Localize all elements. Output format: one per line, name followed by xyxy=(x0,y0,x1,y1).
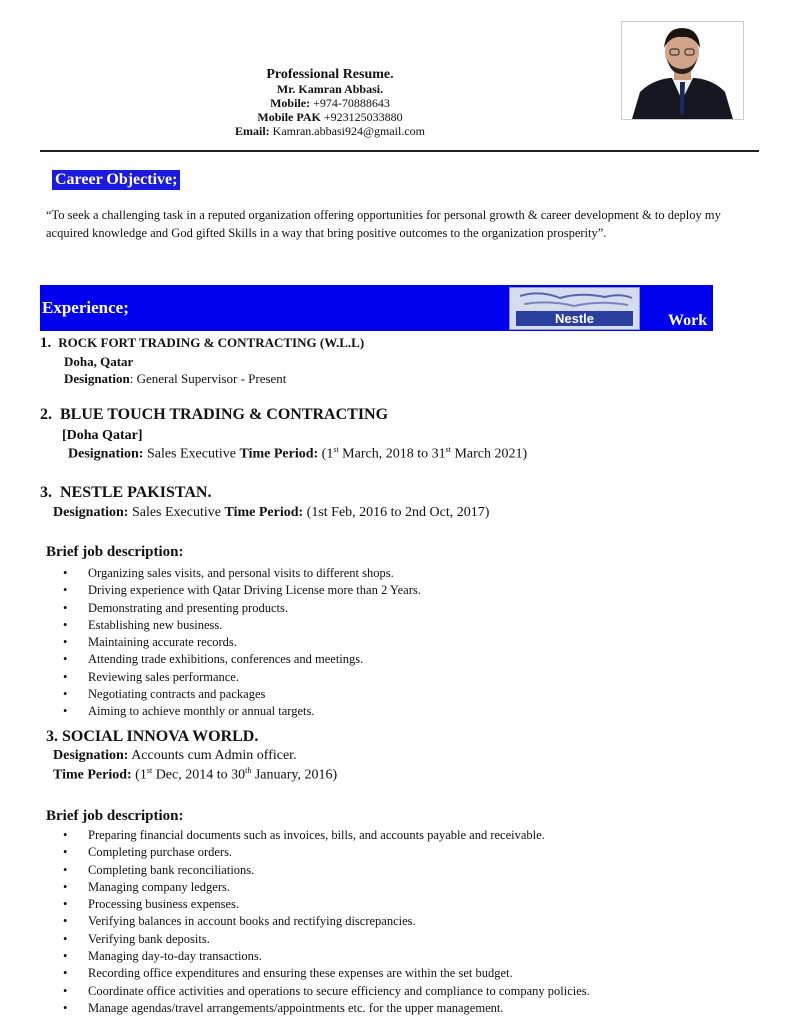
job-2-location: [Doha Qatar] xyxy=(62,428,143,443)
job-2-designation: Designation: Sales Executive Time Period: (1st March, 2018 to 31st March 2021) xyxy=(68,445,528,462)
list-item: • Recording office expenditures and ensuring these expenses are within the set budget. xyxy=(63,965,590,982)
list-item: • Attending trade exhibitions, conferences and meetings. xyxy=(63,651,421,668)
list-item: • Completing purchase orders. xyxy=(63,844,590,861)
job-1-designation: Designation: General Supervisor - Present xyxy=(64,371,287,386)
mobile-line: Mobile: +974-70888643 xyxy=(270,96,390,110)
resume-title: Professional Resume. xyxy=(266,67,394,82)
list-item: • Coordinate office activities and operations to secure efficiency and compliance to company policies. xyxy=(63,983,590,1000)
list-item: • Verifying bank deposits. xyxy=(63,931,590,948)
list-item: • Managing day-to-day transactions. xyxy=(63,948,590,965)
job-4 xyxy=(46,728,337,784)
career-objective-text: “To seek a challenging task in a reputed organization offering opportunities for personal growth & career development & to deploy my acquired knowledge and God gifted Skills in a way that bring positive outcomes to the organization prosperity”. xyxy=(46,208,721,240)
job-3-designation: Designation: Sales Executive Time Period: (1st Feb, 2016 to 2nd Oct, 2017) xyxy=(53,505,490,520)
job-2-title: 2. BLUE TOUCH TRADING & CONTRACTING xyxy=(40,406,389,423)
work-label: Work xyxy=(668,312,708,329)
brief-job-description-heading-2: Brief job description: xyxy=(46,808,184,824)
list-item: • Driving experience with Qatar Driving License more than 2 Years. xyxy=(63,582,421,599)
list-item: • Preparing financial documents such as invoices, bills, and accounts payable and receivable. xyxy=(63,827,590,844)
list-item: • Aiming to achieve monthly or annual targets. xyxy=(63,703,421,720)
mobile-pak-line: Mobile PAK +923125033880 xyxy=(257,110,403,124)
job-1 xyxy=(40,335,364,387)
list-item: • Managing company ledgers. xyxy=(63,879,590,896)
brief-job-description-list-1 xyxy=(63,565,421,721)
nestle-logo xyxy=(509,287,640,330)
list-item: • Manage agendas/travel arrangements/appointments etc. for the upper management. xyxy=(63,1000,590,1017)
resume-header xyxy=(190,68,470,138)
nestle-logo-text: Nestle xyxy=(554,311,595,326)
brief-job-description-heading-1: Brief job description: xyxy=(46,544,184,560)
list-item: • Negotiating contracts and packages xyxy=(63,686,421,703)
header-divider xyxy=(40,150,759,152)
job-1-title: 1. ROCK FORT TRADING & CONTRACTING (W.L.L) xyxy=(40,335,365,351)
job-1-location: Doha, Qatar xyxy=(64,354,134,369)
list-item: • Verifying balances in account books and rectifying discrepancies. xyxy=(63,913,590,930)
brief-job-description-list-2 xyxy=(63,827,590,1017)
profile-photo xyxy=(621,21,744,120)
list-item: • Demonstrating and presenting products. xyxy=(63,600,421,617)
job-3-title: 3. NESTLE PAKISTAN. xyxy=(40,484,212,501)
job-4-title: 3. SOCIAL INNOVA WORLD. xyxy=(46,728,259,745)
list-item: • Establishing new business. xyxy=(63,617,421,634)
candidate-name: Mr. Kamran Abbasi. xyxy=(276,82,384,96)
career-objective-heading: Career Objective; xyxy=(52,170,180,190)
list-item: • Processing business expenses. xyxy=(63,896,590,913)
list-item: • Completing bank reconciliations. xyxy=(63,862,590,879)
experience-heading: Experience; xyxy=(42,298,129,317)
job-3 xyxy=(40,484,489,521)
email-line: Email: Kamran.abbasi924@gmail.com xyxy=(234,124,425,138)
job-2 xyxy=(40,406,527,463)
job-4-designation: Designation: Accounts cum Admin officer. xyxy=(53,748,297,763)
list-item: • Organizing sales visits, and personal visits to different shops. xyxy=(63,565,421,582)
list-item: • Maintaining accurate records. xyxy=(63,634,421,651)
job-4-period: Time Period: (1st Dec, 2014 to 30th January, 2016) xyxy=(53,766,338,783)
list-item: • Reviewing sales performance. xyxy=(63,669,421,686)
